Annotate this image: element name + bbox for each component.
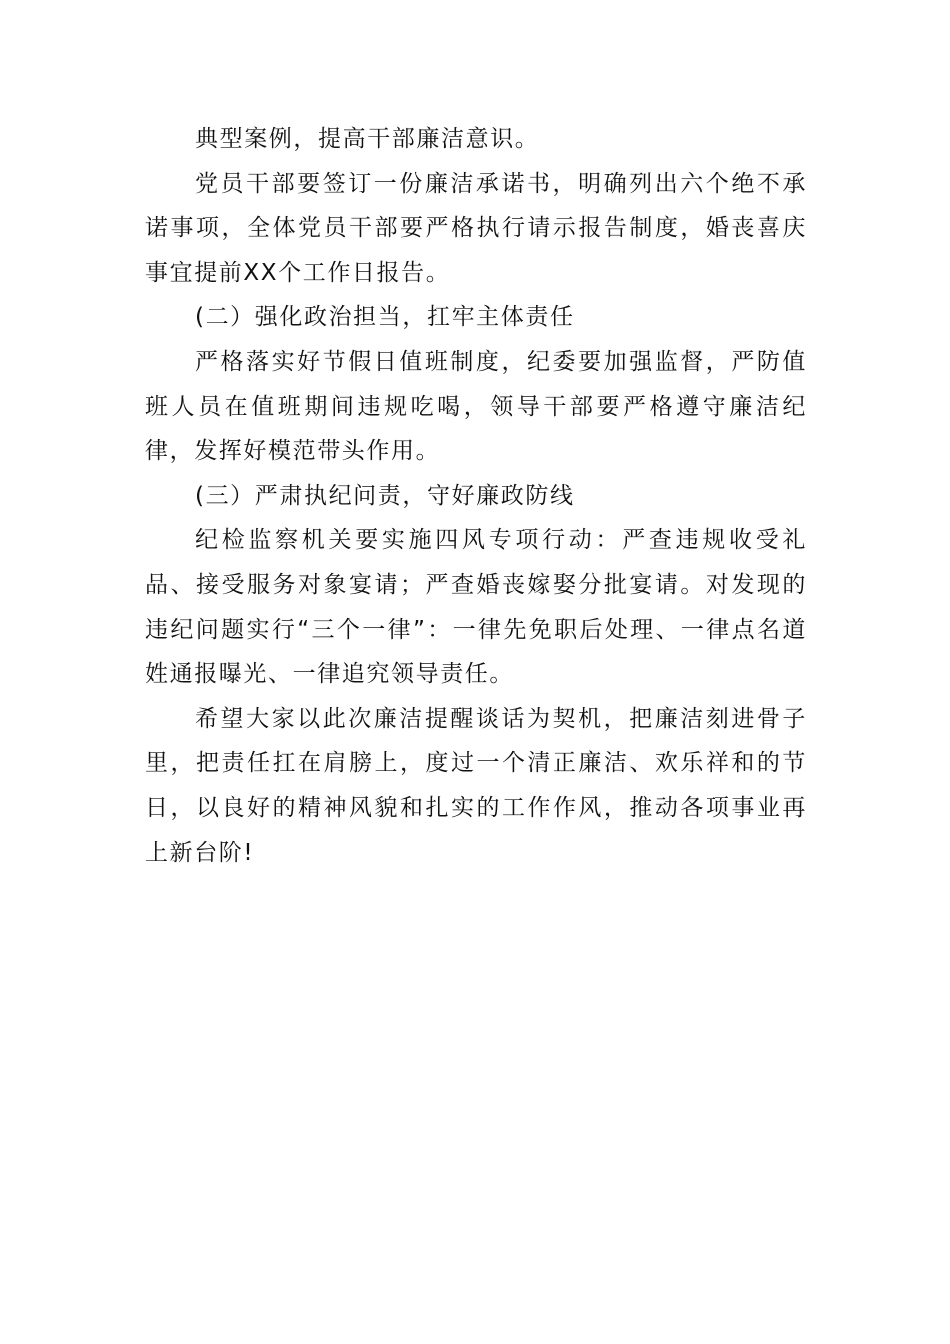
paragraph-discipline: 纪检监察机关要实施四风专项行动：严查违规收受礼品、接受服务对象宴请；严查婚丧嫁娶分批宴请。对发现的违纪问题实行“三个一律”：一律先免职后处理、一律点名道姓通报曝光、一律追究领导责任。 [145, 527, 807, 688]
section-heading-2: (二）强化政治担当，扛牢主体责任 [195, 304, 575, 331]
paragraph-holiday-duty: 严格落实好节假日值班制度，纪委要加强监督，严防值班人员在值班期间违规吃喝，领导干部要严格遵守廉洁纪律，发挥好模范带头作用。 [145, 348, 807, 465]
document-body [145, 117, 807, 875]
paragraph-integrity-pledge: 党员干部要签订一份廉洁承诺书，明确列出六个绝不承诺事项，全体党员干部要严格执行请示报告制度，婚丧喜庆事宜提前XX个工作日报告。 [145, 170, 807, 286]
paragraph-case-study: 典型案例，提高干部廉洁意识。 [195, 126, 540, 152]
section-heading-3: (三）严肃执纪问责，守好廉政防线 [195, 482, 575, 509]
paragraph-closing: 希望大家以此次廉洁提醒谈话为契机，把廉洁刻进骨子里，把责任扛在肩膀上，度过一个清正廉洁、欢乐祥和的节日，以良好的精神风貌和扎实的工作作风，推动各项事业再上新台阶! [145, 705, 807, 866]
